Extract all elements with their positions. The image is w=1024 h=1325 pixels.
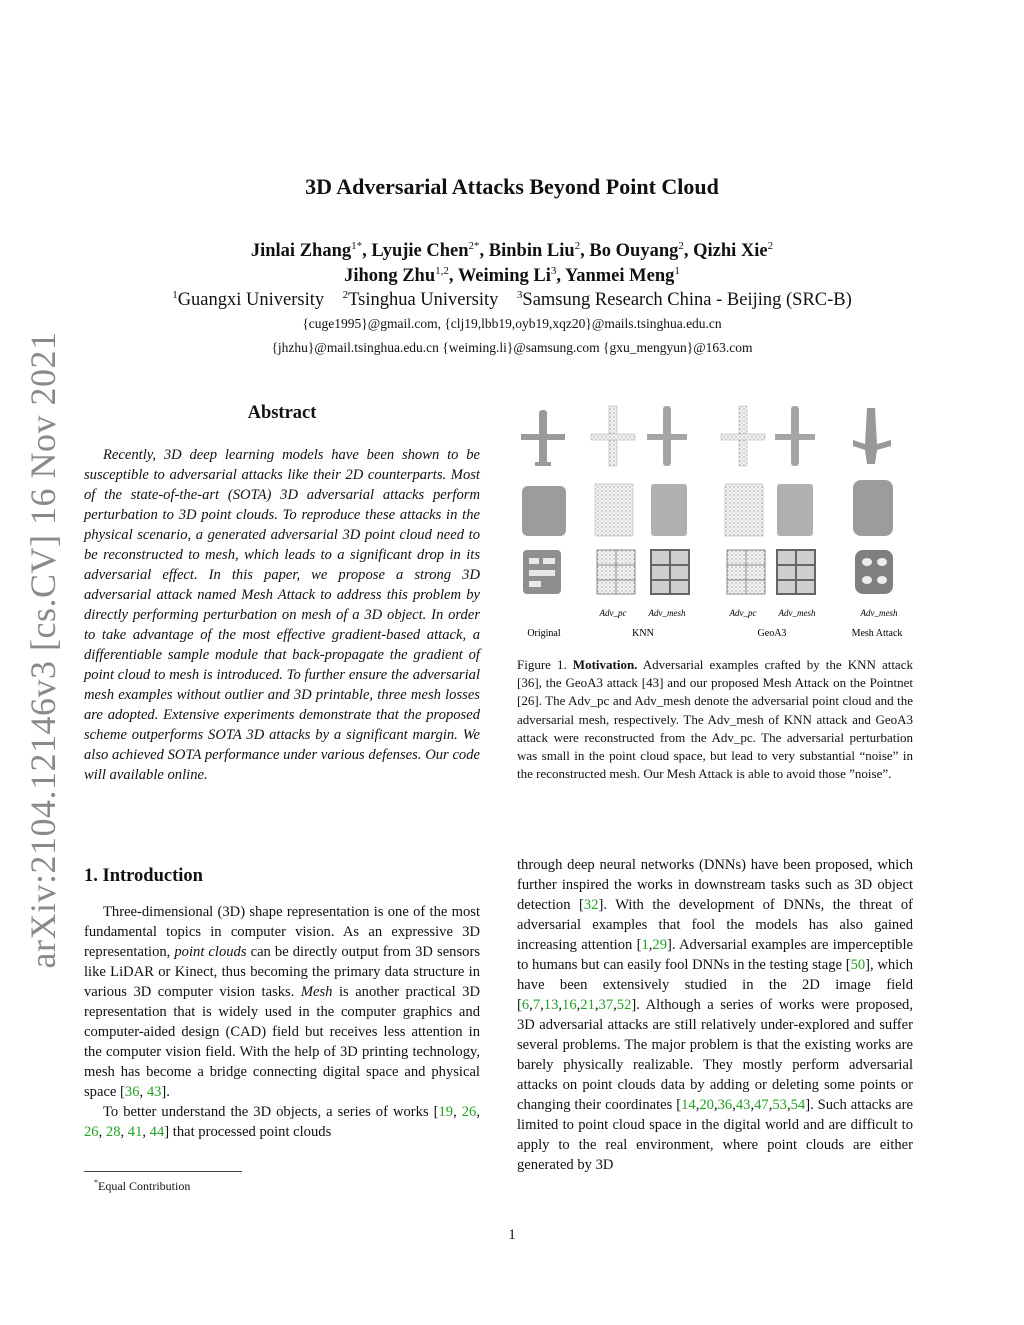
bed-geoa3-pc	[725, 484, 763, 536]
affiliations: $^1$Guangxi University $^2$Tsinghua University $^3$Samsung Research China - Beijing (SRC-B)	[172, 289, 852, 311]
bed-knn-mesh	[651, 484, 687, 536]
author-line-2: Jihong Zhu$^{1,2}$, Weiming Li$^3$, Yanmei Meng$^1$	[344, 265, 680, 287]
intro-left-column	[84, 902, 480, 1142]
group-label-original: Original	[527, 628, 561, 639]
section-heading-introduction: 1. Introduction	[84, 866, 203, 886]
bed-original	[522, 486, 566, 536]
email-line-2: {jhzhu}@mail.tsinghua.edu.cn {weiming.li}@samsung.com {gxu_mengyun}@163.com	[271, 340, 753, 355]
airplane-knn-pc	[591, 406, 635, 466]
sublabel-knn-pc: Adv_pc	[599, 608, 627, 618]
figure-1-caption: Figure 1. Motivation. Adversarial examples crafted by the KNN attack [36], the GeoA3 attack [43] and our proposed Mesh Attack on the Pointnet [26]. The Adv_pc and Adv_mesh denote the adversarial point cloud and the adversarial mesh, respectively. The Adv_mesh of KNN attack and GeoA3 attack were reconstructed from the Adv_pc. The adversarial perturbation was small in the point cloud space, but lead to very substantial “noise” in the reconstructed mesh. Our Mesh Attack is able to avoid those ”noise”.	[517, 657, 913, 782]
shelf-geoa3-pc	[727, 550, 765, 594]
intro-right-column: through deep neural networks (DNNs) have been proposed, which further inspired the works in downstream tasks such as 3D object detection [32]. With the development of DNNs, the threat of adversarial examples that fool the models has also gained increasing attention [1,29]. Adversarial examples are imperceptible to humans but can easily fool DNNs in the testing stage [50], which have been extensively studied in the 2D image field [6,7,13,16,21,37,52]. Although a series of works were proposed, 3D adversarial attacks are still relatively under-explored and suffer several problems. The major problem is that the existing works are barely physically realizable. They mostly perform adversarial attacks on point clouds data by adding or deleting some points or changing their coordinates [14,20,36,43,47,53,54]. Such attacks are limited to point cloud space in the digital world and are difficult to apply to the real environment, where point clouds are either generated by 3D	[517, 857, 913, 1173]
sublabel-geoa3-mesh: Adv_mesh	[778, 608, 816, 618]
sublabel-mesh-attack: Adv_mesh	[860, 608, 898, 618]
shelf-original	[523, 550, 561, 594]
arxiv-id: arXiv:2104.12146v3 [cs.CV] 16 Nov 2021	[23, 331, 63, 969]
airplane-geoa3-mesh	[775, 406, 815, 466]
airplane-knn-mesh	[647, 406, 687, 466]
intro-paragraph-2: To better understand the 3D objects, a series of works [19, 26, 26, 28, 41, 44] that processed point clouds	[84, 1104, 480, 1140]
figure-1	[517, 398, 913, 648]
shelf-geoa3-mesh	[777, 550, 815, 594]
shelf-knn-mesh	[651, 550, 689, 594]
arxiv-stamp	[18, 331, 68, 969]
bed-mesh-attack	[853, 480, 893, 536]
sublabel-knn-mesh: Adv_mesh	[648, 608, 686, 618]
abstract-body: Recently, 3D deep learning models have been shown to be susceptible to adversarial attacks like their 2D counterparts. Most of the state-of-the-art (SOTA) 3D adversarial attacks perform perturbation to 3D point clouds. To reproduce these attacks in the physical scenario, a generated adversarial 3D point cloud need to be reconstructed to mesh, which leads to a significant drop in its adversarial effect. In this paper, we propose a strong 3D adversarial attack named Mesh Attack to address this problem by directly performing perturbation on mesh of a 3D object. In order to take advantage of the most effective gradient-based attack, a differentiable sample module that back-propagate the gradient of point cloud to mesh is introduced. To further ensure the adversarial mesh examples without outlier and 3D printable, three mesh losses are adopted. Extensive experiments demonstrate that the proposed scheme outperforms SOTA 3D attacks by a significant margin. We also achieved SOTA performance under various defenses. Our code will available online.	[84, 447, 480, 783]
shelf-knn-pc	[597, 550, 635, 594]
sublabel-geoa3-pc: Adv_pc	[729, 608, 757, 618]
bed-knn-pc	[595, 484, 633, 536]
footnote: *Equal Contribution	[94, 1178, 191, 1193]
airplane-original	[521, 410, 565, 466]
group-label-mesh-attack: Mesh Attack	[851, 628, 903, 639]
airplane-geoa3-pc	[721, 406, 765, 466]
footnote-rule	[84, 1171, 242, 1172]
group-label-geoa3: GeoA3	[757, 628, 787, 639]
author-line-1: Jinlai Zhang$^{1*}$, Lyujie Chen$^{2*}$, Binbin Liu$^2$, Bo Ouyang$^2$, Qizhi Xie$^2$	[250, 240, 774, 262]
abstract-heading: Abstract	[247, 403, 317, 423]
bed-geoa3-mesh	[777, 484, 813, 536]
shelf-mesh-attack	[855, 550, 893, 594]
paper-title: 3D Adversarial Attacks Beyond Point Cloud	[305, 174, 719, 199]
intro-paragraph-1: Three-dimensional (3D) shape representation is one of the most fundamental topics in computer vision. As an expressive 3D representation, point clouds can be directly output from 3D sensors like LiDAR or Kinect, thus becoming the primary data structure in various 3D computer vision tasks. Mesh is another practical 3D representation that is widely used in the computer graphics and computer-aided design (CAD) field but receives less attention in the computer vision field. With the help of 3D printing technology, mesh has become a bridge connecting digital space and physical space [36, 43].	[84, 904, 480, 1100]
email-line-1: {cuge1995}@gmail.com, {clj19,lbb19,oyb19,xqz20}@mails.tsinghua.edu.cn	[302, 316, 722, 331]
airplane-mesh-attack	[853, 408, 891, 464]
page-number: 1	[508, 1227, 516, 1243]
group-label-knn: KNN	[632, 628, 654, 639]
